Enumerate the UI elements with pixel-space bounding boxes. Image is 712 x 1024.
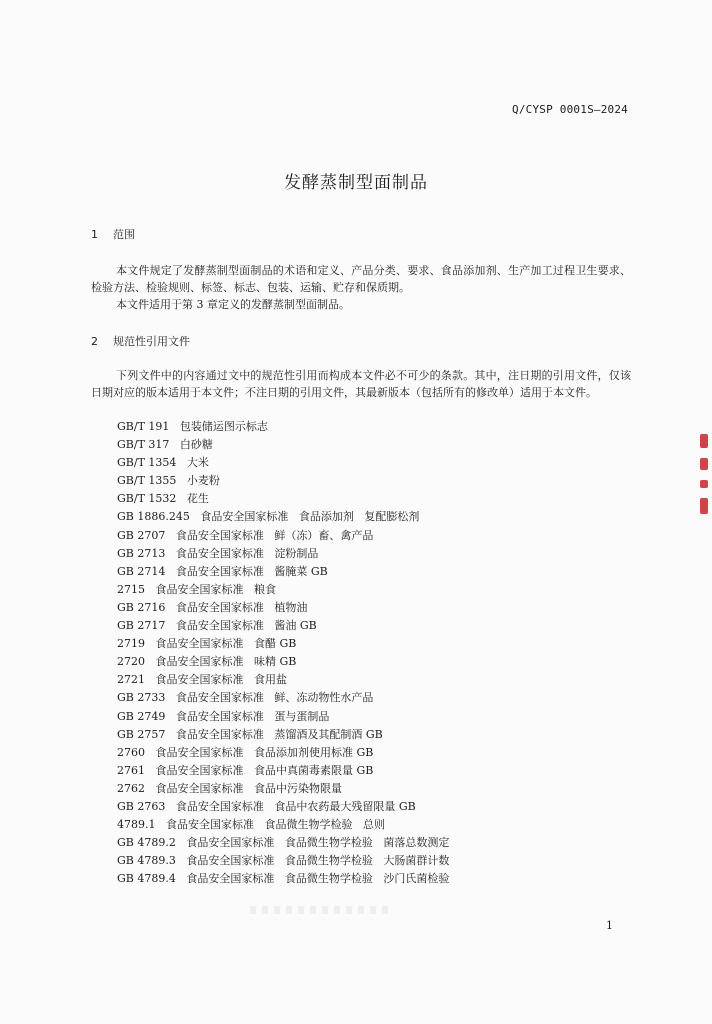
reference-list xyxy=(117,418,449,888)
reference-item: GB 2757 食品安全国家标准 蒸馏酒及其配制酒 GB xyxy=(117,727,383,741)
reference-item: GB 2749 食品安全国家标准 蛋与蛋制品 xyxy=(117,709,330,723)
reference-item: GB 2714 食品安全国家标准 酱腌菜 GB xyxy=(117,564,328,578)
reference-item: GB 2716 食品安全国家标准 植物油 xyxy=(117,600,308,614)
section-title: 规范性引用文件 xyxy=(113,335,190,348)
reference-item: GB 2763 食品安全国家标准 食品中农药最大残留限量 GB xyxy=(117,799,416,813)
reference-item: 2721 食品安全国家标准 食用盐 xyxy=(117,673,287,687)
reference-item: GB 4789.2 食品安全国家标准 食品微生物学检验 菌落总数测定 xyxy=(117,836,450,850)
reference-item: GB 2713 食品安全国家标准 淀粉制品 xyxy=(117,546,319,560)
reference-item: 2715 食品安全国家标准 粮食 xyxy=(117,582,276,596)
document-title: 发酵蒸制型面制品 xyxy=(284,173,428,193)
scope-text xyxy=(91,262,631,313)
reference-item: GB/T 317 白砂糖 xyxy=(117,438,213,452)
reference-item: GB 2733 食品安全国家标准 鲜、冻动物性水产品 xyxy=(117,691,374,705)
section-number: 1 xyxy=(91,228,98,241)
scope-paragraph: 本文件适用于第 3 章定义的发酵蒸制型面制品。 xyxy=(116,298,350,311)
reference-item: GB 2707 食品安全国家标准 鲜（冻）畜、禽产品 xyxy=(117,528,374,542)
page-number: 1 xyxy=(606,919,613,932)
reference-item: GB/T 1355 小麦粉 xyxy=(117,474,220,488)
stamp-fragment xyxy=(700,458,708,470)
seal-stamp-edge xyxy=(700,434,710,514)
section-number: 2 xyxy=(91,335,98,348)
section-heading-scope xyxy=(91,226,135,242)
scope-paragraph: 本文件规定了发酵蒸制型面制品的术语和定义、产品分类、要求、食品添加剂、生产加工过程卫生要求、检验方法、检验规则、标签、标志、包装、运输、贮存和保质期。 xyxy=(91,264,631,294)
reference-item: 2720 食品安全国家标准 味精 GB xyxy=(117,655,297,669)
reference-item: 2762 食品安全国家标准 食品中污染物限量 xyxy=(117,781,342,795)
reference-item: GB/T 1532 花生 xyxy=(117,492,209,506)
reference-item: 2719 食品安全国家标准 食醋 GB xyxy=(117,637,297,651)
reference-item: GB 1886.245 食品安全国家标准 食品添加剂 复配膨松剂 xyxy=(117,510,420,524)
reference-item: 4789.1 食品安全国家标准 食品微生物学检验 总则 xyxy=(117,818,385,832)
reference-item: GB/T 1354 大米 xyxy=(117,456,209,470)
document-code: Q/CYSP 0001S—2024 xyxy=(512,103,628,116)
reference-item: 2760 食品安全国家标准 食品添加剂使用标准 GB xyxy=(117,745,374,759)
stamp-fragment xyxy=(700,434,708,448)
stamp-fragment xyxy=(700,480,708,488)
reference-item: GB/T 191 包装储运图示标志 xyxy=(117,420,268,433)
references-intro-paragraph: 下列文件中的内容通过文中的规范性引用而构成本文件必不可少的条款。其中，注日期的引用文件，仅该日期对应的版本适用于本文件；不注日期的引用文件，其最新版本（包括所有的修改单）适用于本文件。 xyxy=(91,369,631,399)
reference-item: GB 4789.4 食品安全国家标准 食品微生物学检验 沙门氏菌检验 xyxy=(117,872,450,886)
section-title: 范围 xyxy=(113,228,135,241)
reference-item: GB 4789.3 食品安全国家标准 食品微生物学检验 大肠菌群计数 xyxy=(117,854,450,868)
reference-item: 2761 食品安全国家标准 食品中真菌毒素限量 GB xyxy=(117,763,374,777)
reference-item: GB 2717 食品安全国家标准 酱油 GB xyxy=(117,619,317,633)
references-intro xyxy=(91,367,631,401)
scan-artifact xyxy=(250,906,390,914)
section-heading-references xyxy=(91,333,190,349)
stamp-fragment xyxy=(700,498,708,514)
